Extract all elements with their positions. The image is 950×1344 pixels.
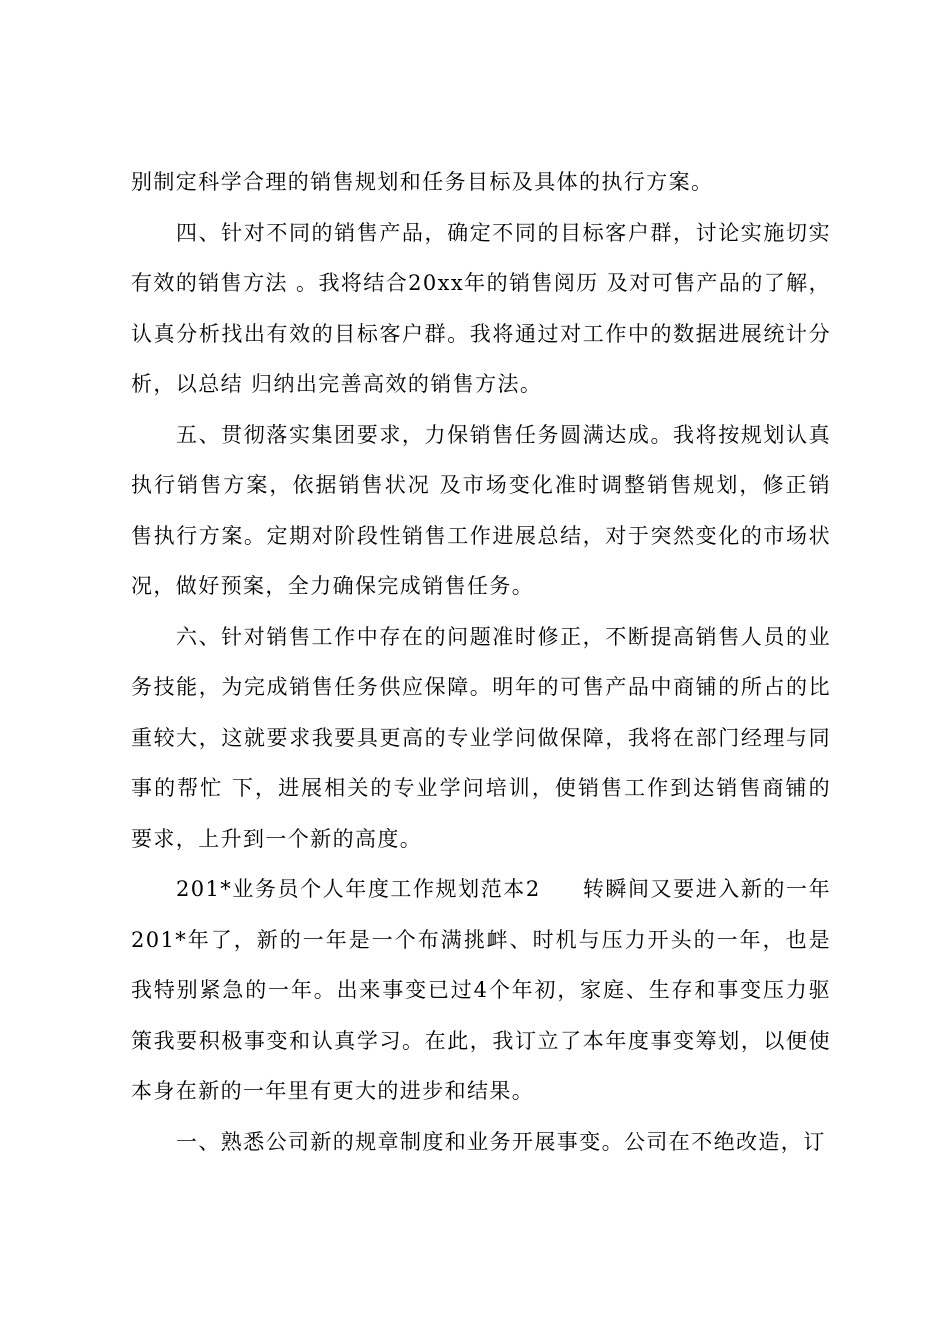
paragraph-5-text: 转瞬间又要进入新的一年201*年了，新的一年是一个布满挑衅、时机与压力开头的一年，也是我特别紧急的一年。出来事变已过4个年初，家庭、生存和事变压力驱策我要积极事变和认真学习。在此，我订立了本年度事变筹划，以便使本身在新的一年里有更大的进步和结果。 [131,877,831,1103]
paragraph-1: 别制定科学合理的销售规划和任务目标及具体的执行方案。 [131,170,714,194]
paragraph-4: 六、针对销售工作中存在的问题准时修正，不断提高销售人员的业务技能，为完成销售任务供应保障。明年的可售产品中商铺的所占的比重较大，这就要求我要具更高的专业学问做保障，我将在部门经理与同事的帮忙 下，进展相关的专业学问培训，使销售工作到达销售商铺的要求，上升到一个新的高度。 [131,624,831,851]
document-body [131,157,831,1167]
paragraph-2: 四、针对不同的销售产品，确定不同的目标客户群，讨论实施切实有效的销售方法 。我将结合20xx年的销售阅历 及对可售产品的了解，认真分析找出有效的目标客户群。我将通过对工作中的数据进展统计分析，以总结 归纳出完善高效的销售方法。 [131,220,831,396]
paragraph-6: 一、熟悉公司新的规章制度和业务开展事变。公司在不绝改造，订 [176,1129,826,1154]
paragraph-5 [131,864,831,1117]
section-heading: 201*业务员个人年度工作规划范本2 [176,877,541,901]
paragraph-3: 五、贯彻落实集团要求，力保销售任务圆满达成。我将按规划认真执行销售方案，依据销售状况 及市场变化准时调整销售规划，修正销售执行方案。定期对阶段性销售工作进展总结，对于突然变化的市场状况，做好预案，全力确保完成销售任务。 [131,422,831,598]
